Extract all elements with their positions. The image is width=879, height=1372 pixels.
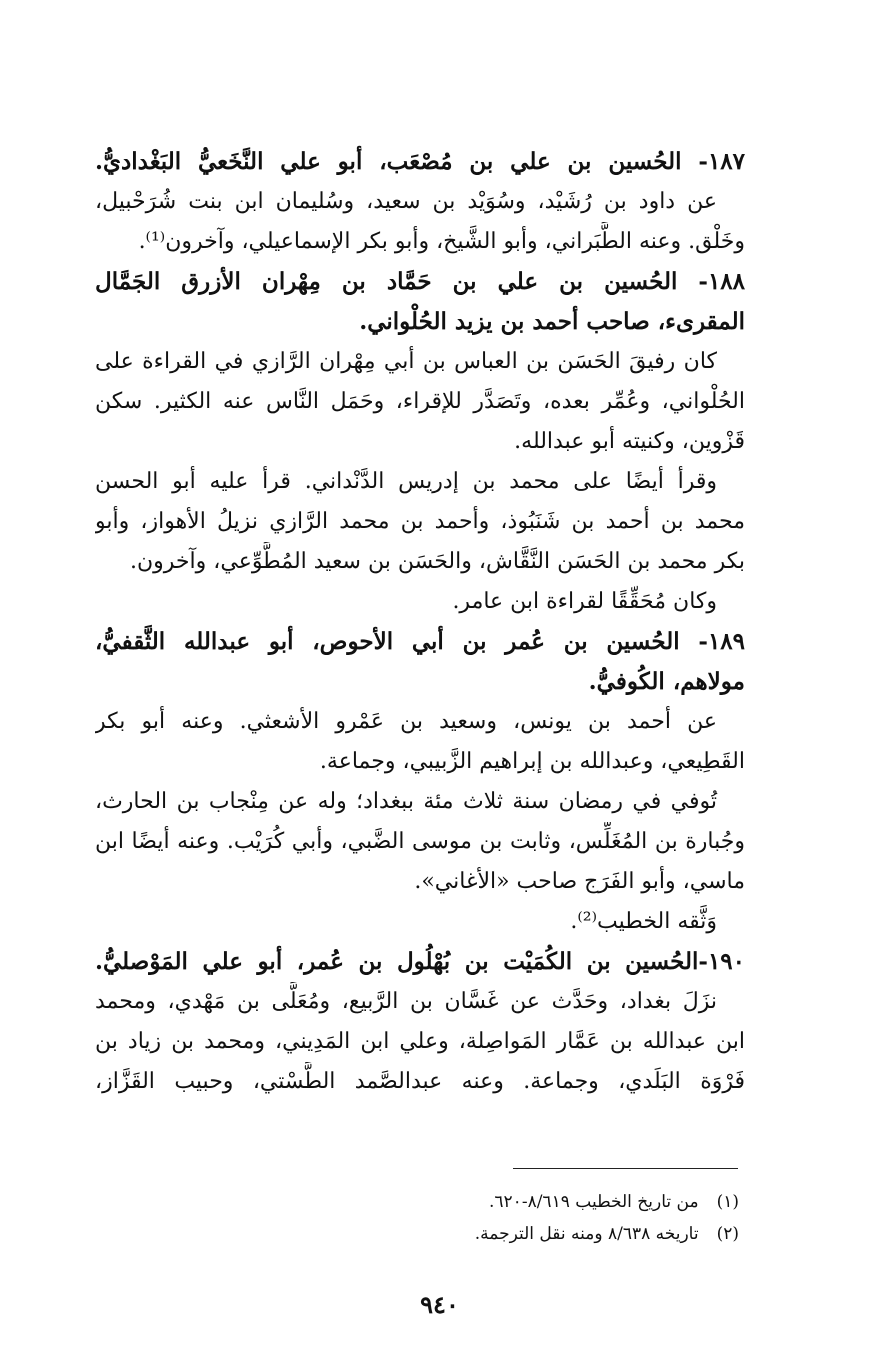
text-line: وخَلْق. وعنه الطَّبَراني، وأبو الشَّيخ، وأبو بكر الإسماعيلي، وآخرون⁽¹⁾.: [138, 229, 745, 254]
text-line: وكان مُحَقِّقًا لقراءة ابن عامر.: [452, 589, 717, 614]
page-number: ٩٤٠: [420, 1290, 459, 1319]
footnote-divider: [513, 1168, 738, 1169]
entry-187-heading: ١٨٧- الحُسين بن علي بن مُصْعَب، أبو علي النَّخَعيُّ البَغْداديُّ.: [95, 148, 745, 175]
main-text: [95, 142, 745, 1102]
text-line: ابن عبدالله بن عَمَّار المَواصِلة، وعلي ابن المَدِيني، ومحمد بن زياد بن: [95, 1029, 745, 1054]
entry-189-heading: ١٨٩- الحُسين بن عُمر بن أبي الأحوص، أبو عبدالله الثَّقفيُّ،: [95, 628, 745, 655]
footnote-text: تاريخه ٨/٦٣٨ ومنه نقل الترجمة.: [474, 1224, 699, 1244]
footnote-number: (١): [716, 1192, 739, 1212]
text-line: الحُلْواني، وعُمِّر بعده، وتَصَدَّر للإقراء، وحَمَل النَّاس عنه الكثير. سكن: [95, 389, 745, 414]
text-line: قَزْوين، وكنيته أبو عبدالله.: [514, 429, 745, 454]
text-line: وقرأ أيضًا على محمد بن إدريس الدَّنْداني. قرأ عليه أبو الحسن: [95, 469, 717, 494]
text-line: عن أحمد بن يونس، وسعيد بن عَمْرو الأشعثي. وعنه أبو بكر: [95, 709, 717, 734]
footnote-number: (٢): [716, 1224, 739, 1244]
text-line: محمد بن أحمد بن شَنَبُوذ، وأحمد بن محمد الرَّازي نزيلُ الأهواز، وأبو: [95, 509, 745, 534]
text-line: ماسي، وأبو الفَرَج صاحب «الأغاني».: [414, 869, 745, 894]
text-line: فَرْوَة البَلَدي، وجماعة. وعنه عبدالصَّمد الطَّسْتي، وحبيب القَزَّاز،: [95, 1069, 745, 1094]
footnote-2: [475, 1222, 739, 1246]
text-line: عن داود بن رُشَيْد، وسُوَيْد بن سعيد، وسُليمان ابن بنت شُرَحْبيل،: [95, 189, 717, 214]
footnote-1: [489, 1190, 739, 1214]
entry-188-heading: ١٨٨- الحُسين بن علي بن حَمَّاد بن مِهْران الأزرق الجَمَّال: [95, 268, 745, 295]
text-line: نزَلَ بغداد، وحَدَّث عن غَسَّان بن الرَّبيع، ومُعَلَّى بن مَهْدي، ومحمد: [95, 989, 717, 1014]
text-line: القَطِيعي، وعبدالله بن إبراهيم الزَّبيبي، وجماعة.: [319, 749, 745, 774]
footnote-text: من تاريخ الخطيب ٨/٦١٩-٦٢٠.: [489, 1192, 699, 1212]
text-line: كان رفيقَ الحَسَن بن العباس بن أبي مِهْران الرَّازي في القراءة على: [95, 349, 717, 374]
entry-189-heading-cont: مولاهم، الكُوفيُّ.: [588, 668, 745, 695]
entry-188-heading-cont: المقرىء، صاحب أحمد بن يزيد الحُلْواني.: [359, 308, 745, 335]
text-line: بكر محمد بن الحَسَن النَّقَّاش، والحَسَن بن سعيد المُطَّوِّعي، وآخرون.: [130, 549, 745, 574]
text-line: وجُبارة بن المُغَلِّس، وثابت بن موسى الضَّبي، وأبي كُرَيْب. وعنه أيضًا ابن: [95, 829, 745, 854]
text-line: وَثَّقه الخطيب⁽²⁾.: [570, 909, 717, 934]
entry-190-heading: ١٩٠-الحُسين بن الكُمَيْت بن بُهْلُول بن عُمر، أبو علي المَوْصليُّ.: [95, 948, 745, 975]
text-line: تُوفي في رمضان سنة ثلاث مئة ببغداد؛ وله عن مِنْجاب بن الحارث،: [95, 789, 717, 814]
